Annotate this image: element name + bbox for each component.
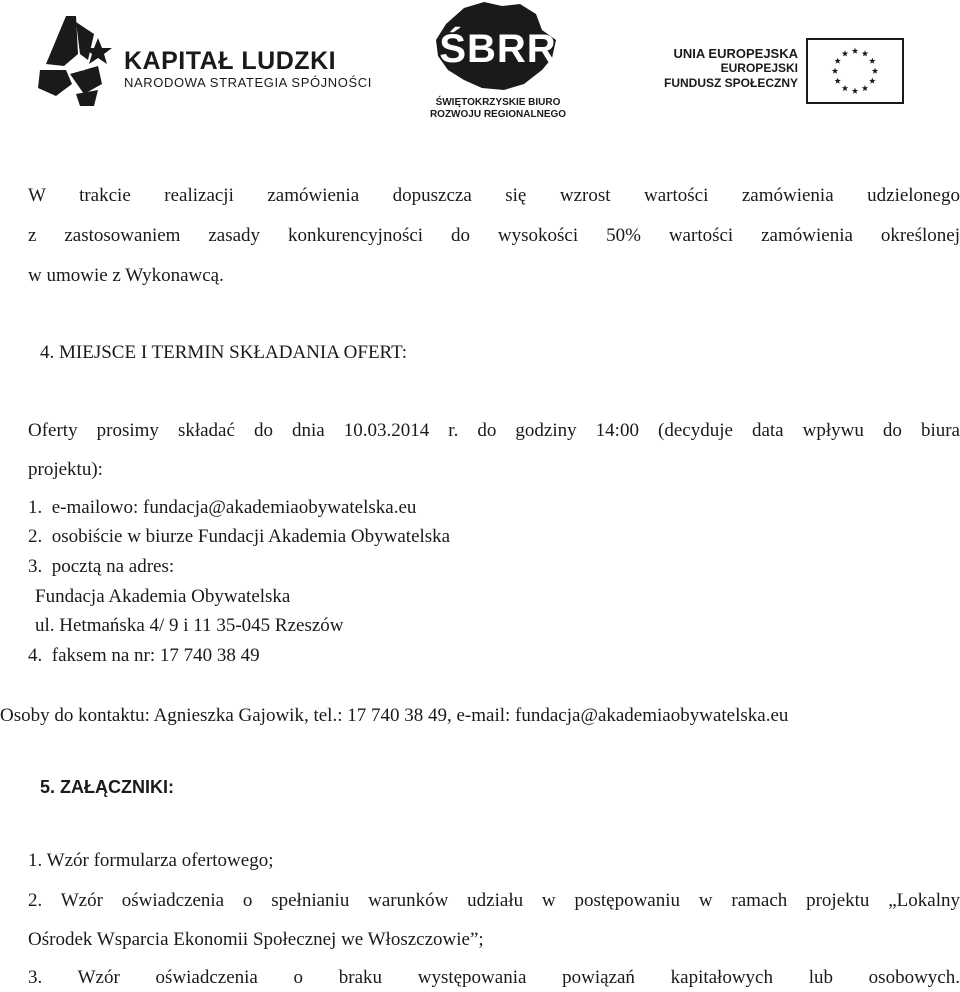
kapital-ludzki-subtitle: NARODOWA STRATEGIA SPÓJNOŚCI	[124, 75, 372, 90]
attachment-3: 3. Wzór oświadczenia o braku występowania powiązań kapitałowych lub osobowych.	[28, 967, 960, 988]
sbrr-line-1: ŚWIĘTOKRZYSKIE BIURO	[435, 97, 561, 108]
deadline-line-2: projektu):	[28, 459, 103, 480]
ue-text	[660, 46, 798, 91]
address-line-2: ul. Hetmańska 4/ 9 i 11 35-045 Rzeszów	[35, 615, 344, 636]
intro-line-2: z zastosowaniem zasady konkurencyjności do wysokości 50% wartości zamówienia określonej	[28, 225, 960, 246]
ue-line-1: UNIA EUROPEJSKA	[673, 46, 798, 61]
sbrr-text	[418, 97, 578, 121]
attachment-2-line-1: 2. Wzór oświadczenia o spełnianiu warunków udziału w postępowaniu w ramach projektu „Lokalny	[28, 890, 960, 911]
header-logos	[0, 0, 960, 130]
section-5-heading: 5. ZAŁĄCZNIKI:	[40, 777, 174, 797]
svg-text:ŚBRR: ŚBRR	[439, 27, 557, 71]
address-line-1: Fundacja Akademia Obywatelska	[35, 586, 291, 607]
intro-line-1: W trakcie realizacji zamówienia dopuszcza się wzrost wartości zamówienia udzielonego	[28, 185, 960, 206]
list-item-2: 2. osobiście w biurze Fundacji Akademia Obywatelska	[28, 526, 451, 547]
list-item-4: 4. faksem na nr: 17 740 38 49	[28, 645, 260, 666]
attachment-1: 1. Wzór formularza ofertowego;	[28, 850, 274, 871]
sbrr-line-2: ROZWOJU REGIONALNEGO	[429, 109, 567, 120]
ue-line-3: FUNDUSZ SPOŁECZNY	[663, 76, 798, 90]
deadline-line-1: Oferty prosimy składać do dnia 10.03.2014 r. do godziny 14:00 (decyduje data wpływu do biura	[28, 420, 960, 441]
kapital-ludzki-logo-icon	[36, 14, 120, 110]
attachment-2-line-2: Ośrodek Wsparcia Ekonomii Społecznej we Włoszczowie”;	[28, 929, 484, 950]
contact-line: Osoby do kontaktu: Agnieszka Gajowik, tel.: 17 740 38 49, e-mail: fundacja@akademiaobywatelska.eu	[0, 705, 789, 726]
section-4-heading: 4. MIEJSCE I TERMIN SKŁADANIA OFERT:	[40, 342, 408, 363]
kapital-ludzki-title: KAPITAŁ LUDZKI	[124, 47, 337, 75]
sbrr-logo-icon	[424, 0, 572, 96]
list-item-3: 3. pocztą na adres:	[28, 556, 175, 577]
list-item-1: 1. e-mailowo: fundacja@akademiaobywatelska.eu	[28, 497, 417, 518]
kapital-ludzki-text	[124, 47, 372, 91]
eu-flag-icon	[806, 38, 904, 104]
ue-line-2: EUROPEJSKI	[720, 61, 798, 75]
intro-line-3: w umowie z Wykonawcą.	[28, 265, 224, 286]
